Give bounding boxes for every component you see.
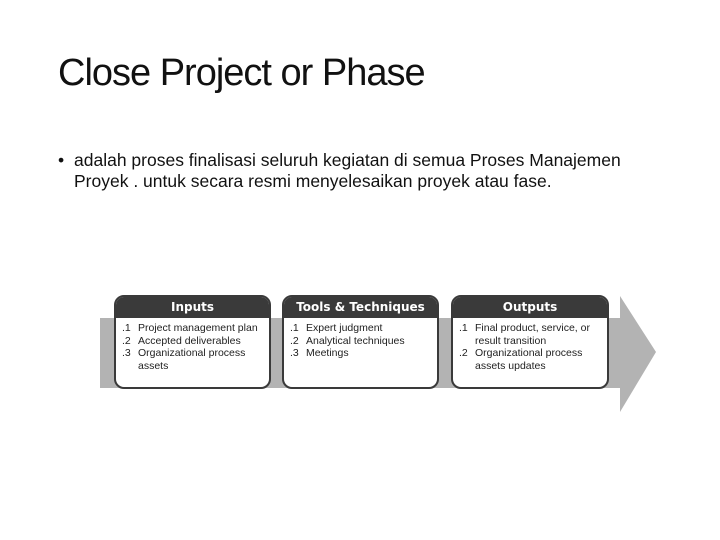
tools-header: Tools & Techniques [284, 297, 437, 318]
outputs-item: .2 Organizational process assets updates [459, 347, 583, 372]
bullet-text: adalah proses finalisasi seluruh kegiatan di semua Proses Manajemen Proyek . untuk secara resmi menyelesaikan proyek atau fase. [74, 150, 621, 191]
tools-item: .1 Expert judgment [290, 322, 383, 334]
slide-title: Close Project or Phase [58, 52, 425, 94]
outputs-list [453, 318, 607, 372]
tools-list [284, 318, 437, 360]
inputs-item: .2 Accepted deliverables [122, 334, 241, 347]
inputs-header: Inputs [116, 297, 269, 318]
bullet-item [58, 150, 678, 192]
inputs-item: .1 Project management plan [122, 322, 258, 334]
outputs-item: .1 Final product, service, or result transition [459, 322, 590, 347]
outputs-box [451, 295, 609, 389]
tools-box [282, 295, 439, 389]
bullet-marker: • [58, 150, 65, 170]
process-diagram [96, 292, 658, 418]
inputs-item: .3 Organizational process assets [122, 347, 246, 372]
tools-item: .3 Meetings [290, 347, 349, 359]
inputs-box [114, 295, 271, 389]
inputs-list [116, 318, 269, 372]
outputs-header: Outputs [453, 297, 607, 318]
tools-item: .2 Analytical techniques [290, 334, 405, 347]
